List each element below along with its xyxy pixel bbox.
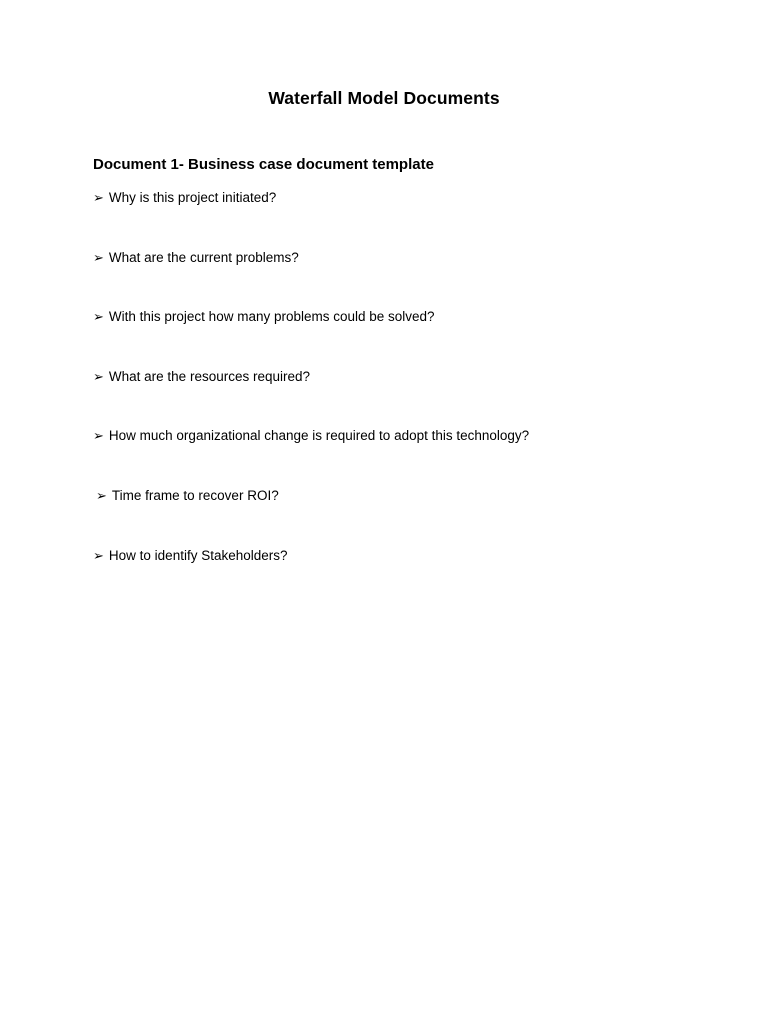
list-item: [96, 487, 279, 506]
arrow-bullet-icon: ➢: [93, 251, 104, 266]
question-text: With this project how many problems could be solved?: [108, 309, 435, 324]
arrow-bullet-icon: ➢: [93, 191, 104, 206]
list-item: [93, 368, 310, 387]
question-text: Time frame to recover ROI?: [111, 488, 279, 503]
list-item: [93, 427, 529, 446]
question-text: What are the resources required?: [108, 369, 311, 384]
section-heading: Document 1- Business case document template: [93, 156, 434, 173]
list-item: [93, 189, 276, 208]
list-item: [93, 547, 288, 566]
arrow-bullet-icon: ➢: [93, 370, 104, 385]
question-text: What are the current problems?: [108, 250, 299, 265]
question-text: Why is this project initiated?: [108, 190, 277, 205]
page-title: Waterfall Model Documents: [268, 88, 500, 108]
arrow-bullet-icon: ➢: [96, 489, 107, 504]
arrow-bullet-icon: ➢: [93, 429, 104, 444]
question-text: How much organizational change is required to adopt this technology?: [108, 428, 530, 443]
arrow-bullet-icon: ➢: [93, 549, 104, 564]
list-item: [93, 249, 299, 268]
question-text: How to identify Stakeholders?: [108, 548, 288, 563]
list-item: [93, 308, 435, 327]
arrow-bullet-icon: ➢: [93, 310, 104, 325]
